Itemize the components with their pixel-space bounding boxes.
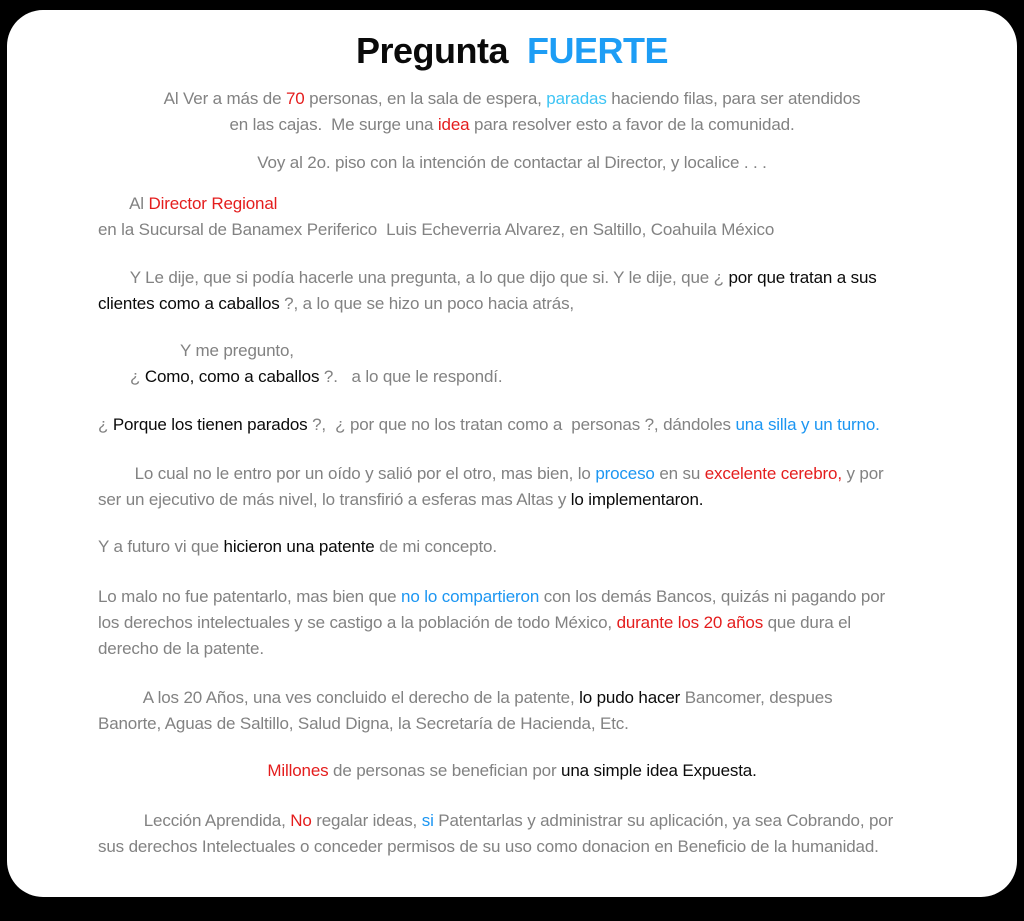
paragraph-lesson: Lección Aprendida, No regalar ideas, si Patentarlas y administrar su aplicación, ya sea Cobrando, por sus derechos Intelectuales o conceder permisos de su uso como donacion en Beneficio de la humanidad. — [98, 811, 894, 856]
paragraph-after-20-years: A los 20 Años, una ves concluido el derecho de la patente, lo pudo hacer Bancomer, despues Banorte, Aguas de Saltillo, Salud Digna, la Secretaría de Hacienda, Etc. — [98, 688, 833, 733]
paragraph-intro: Al Ver a más de 70 personas, en la sala de espera, paradas haciendo filas, para ser atendidos en las cajas. Me surge una idea para resolver esto a favor de la comunidad. — [163, 89, 861, 134]
paragraph-patent-downside: Lo malo no fue patentarlo, mas bien que no lo compartieron con los demás Bancos, quizás ni pagando por los derechos intelectuales y se castigo a la población de todo México, durante los 20 años que dura el derecho de la patente. — [98, 587, 886, 658]
page-title: Pregunta FUERTE — [355, 30, 669, 71]
paragraph-horses-reply: Y me pregunto, ¿ Como, como a caballos ?. a lo que le respondí. — [98, 341, 503, 386]
paragraph-director: Al Director Regional en la Sucursal de Banamex Periferico Luis Echeverria Alvarez, en Saltillo, Coahuila México — [98, 194, 775, 239]
paragraph-millions: Millones de personas se benefician por una simple idea Expuesta. — [267, 761, 757, 780]
paragraph-question: Y Le dije, que si podía hacerle una pregunta, a lo que dijo que si. Y le dije, que ¿ por que tratan a sus clientes como a caballos ?, a lo que se hizo un poco hacia atrás, — [98, 268, 877, 313]
paragraph-second-floor: Voy al 2o. piso con la intención de contactar al Director, y localice . . . — [257, 153, 767, 172]
document-body — [98, 30, 926, 860]
paragraph-standing-question: ¿ Porque los tienen parados ?, ¿ por que no los tratan como a personas ?, dándoles una silla y un turno. — [98, 415, 880, 434]
document-card — [7, 10, 1017, 897]
paragraph-processing: Lo cual no le entro por un oído y salió por el otro, mas bien, lo proceso en su excelente cerebro, y por ser un ejecutivo de más nivel, lo transfirió a esferas mas Altas y lo implementaron. — [98, 464, 884, 509]
paragraph-patent: Y a futuro vi que hicieron una patente de mi concepto. — [98, 537, 497, 556]
